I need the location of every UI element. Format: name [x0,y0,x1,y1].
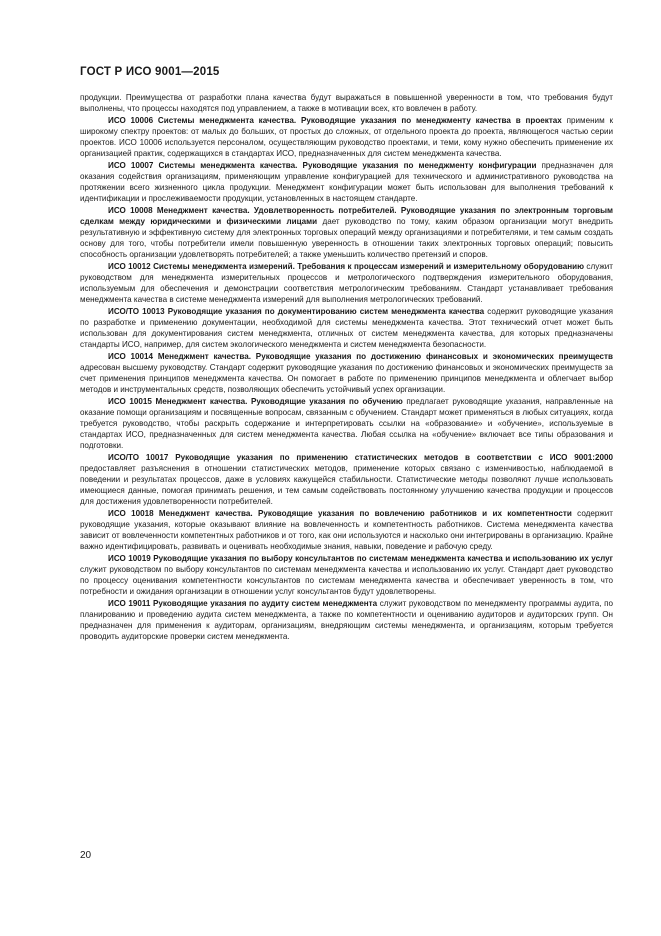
paragraph-iso-10015 [80,397,613,452]
paragraph-text: применим к широкому спектру проектов: от малых до больших, от простых до сложных, от отдельного проекта до проекта, являющегося частью серии проектов. ИСО 10006 используется персоналом, осуществляющим руководство проектами, и теми, кому нужно обеспечить применение их организацией практик, содержащихся в стандартах ИСО, предназначенных для систем менеджмента качества. [80,116,613,158]
paragraph-lead: ИСО/ТО 10017 Руководящие указания по применению статистических методов в соответствии с ИСО 9001:2000 [108,453,613,462]
paragraph-iso-10012 [80,262,613,306]
paragraph-lead: ИСО 10019 Руководящие указания по выбору консультантов по системам менеджмента качества и использованию их услуг [108,553,613,563]
document-body [80,93,613,644]
paragraph-iso-10007 [80,161,613,205]
paragraph-continuation [80,93,613,115]
page-number: 20 [80,850,92,861]
paragraph-text: служит руководством для менеджмента измерительных процессов и метрологического подтверждения измерительного оборудования, используемым для обеспечения и демонстрации соответствия метрологическим требованиям. Стандарт устанавливает требования менеджмента качества в системе менеджмента измерений для выполнения метрологических требований. [80,262,613,304]
paragraph-text: служит руководством по выбору консультантов по системам менеджмента качества и использованию их услуг. Стандарт дает руководство по процессу оценивания компетентности консультантов по системам менеджмента качества и обеспечивает уверенность в том, что потребности и ожидания организации в отношении услуг консультантов будут удовлетворены. [80,564,613,596]
paragraph-text: продукции. Преимущества от разработки плана качества будут выражаться в повышенной уверенности в том, что требования будут выполнены, что процессы находятся под управлением, а также в мотивации всех, кто вовлечен в работу. [80,93,613,113]
paragraph-lead: ИСО 10012 Системы менеджмента измерений. Требования к процессам измерений и измерительному оборудованию [108,262,585,272]
paragraph-text: содержит руководящие указания по разработке и применению документации, необходимой для системы менеджмента качества. Этот технический отчет может быть использован для документирования систем менеджмента, отличных от систем менеджмента качества, для которых предназначены стандарты ИСО, например, для систем экологического менеджмента и систем менеджмента безопасности. [80,307,613,349]
paragraph-lead: ИСО 19011 Руководящие указания по аудиту систем менеджмента [108,598,378,608]
paragraph-iso-10014 [80,352,613,396]
paragraph-iso-to-10013 [80,307,613,351]
paragraph-iso-10019 [80,554,613,598]
paragraph-lead: ИСО/ТО 10013 Руководящие указания по документированию систем менеджмента качества [108,307,485,317]
paragraph-iso-10006 [80,116,613,160]
paragraph-text: служит руководством по менеджменту программы аудита, по планированию и проведению аудита систем менеджмента, а также по компетентности и оцениванию аудиторов и аудиторских групп. Он предназначен для применения к аудиторам, организациям, внедряющим системы менеджмента, и организациям, которым требуется проводить аудиторские проверки систем менеджмента. [80,598,613,641]
paragraph-lead: ИСО 10008 Менеджмент качества. Удовлетворенность потребителей. Руководящие указания по электронным торговым сделкам между юридическими и физическими лицами [80,206,613,227]
paragraph-iso-19011 [80,599,613,643]
paragraph-lead: ИСО 10007 Системы менеджмента качества. Руководящие указания по менеджменту конфигурации [108,161,537,171]
paragraph-text: предназначен для оказания содействия организациям, применяющим управление конфигурацией для технического и административного руководства на протяжении всего жизненного цикла продукции. Менеджмент конфигурации может быть использован для выполнения требований к идентификации и прослеживаемости продукции, установленных в настоящем стандарте. [80,161,613,203]
paragraph-lead: ИСО 10015 Менеджмент качества. Руководящие указания по обучению [108,397,403,407]
paragraph-lead: ИСО 10018 Менеджмент качества. Руководящие указания по вовлечению работников и их компетентности [108,508,572,518]
paragraph-text: содержит руководящие указания, которые оказывают влияние на вовлеченность и компетентность работников. Система менеджмента качества зависит от вовлеченности компетентных работников и от того, как они используются и насколько они интегрированы в организацию. Крайне важно идентифицировать, развивать и оценивать необходимые знания, навыки, поведение и рабочую среду. [80,508,614,551]
paragraph-iso-to-10017 [80,453,613,508]
paragraph-lead: ИСО 10014 Менеджмент качества. Руководящие указания по достижению финансовых и экономических преимуществ [108,352,613,362]
paragraph-lead: ИСО 10006 Системы менеджмента качества. Руководящие указания по менеджменту качества в проектах [108,116,562,126]
paragraph-text: предоставляет разъяснения в отношении статистических методов, применение которых связано с изменчивостью, наблюдаемой в поведении и результатах процессов, даже в условиях кажущейся стабильности. Статистические методы позволяют лучше использовать имеющиеся данные, помогая принимать решения, и тем самым содействовать постоянному улучшению качества продукции и процессов для достижения удовлетворенности потребителей. [80,463,613,506]
paragraph-iso-10008 [80,206,613,261]
paragraph-text: адресован высшему руководству. Стандарт содержит руководящие указания по достижению финансовых и экономических преимуществ за счет применения принципов менеджмента качества. Он помогает в работе по применению принципов менеджмента и облегчает выбор методов и инструментальных средств, позволяющих обеспечить устойчивый успех организации. [80,363,613,394]
running-header: ГОСТ Р ИСО 9001—2015 [80,66,220,78]
paragraph-text: предлагает руководящие указания, направленные на оказание помощи организациям и посвященные вопросам, связанным с обучением. Стандарт может применяться в любых ситуациях, когда требуется руководство, чтобы раскрыть содержание и интерпретировать ссылки на «образование» и «обучение», используемые в стандартах ИСО, предназначенных для систем менеджмента качества. Любая ссылка на «обучение» включает все типы образования и подготовки. [80,397,613,450]
paragraph-text: дает руководство по тому, каким образом организации могут внедрить результативную и эффективную систему для электронных торговых операций между организациями и потребителями, и тем самым создать основу для того, чтобы потребители имели повышенную уверенность в отношении таких электронных торговых операций; повысить способность организации удовлетворять потребителей; а также уменьшить количество претензий и споров. [80,217,613,259]
paragraph-iso-10018 [80,509,613,553]
